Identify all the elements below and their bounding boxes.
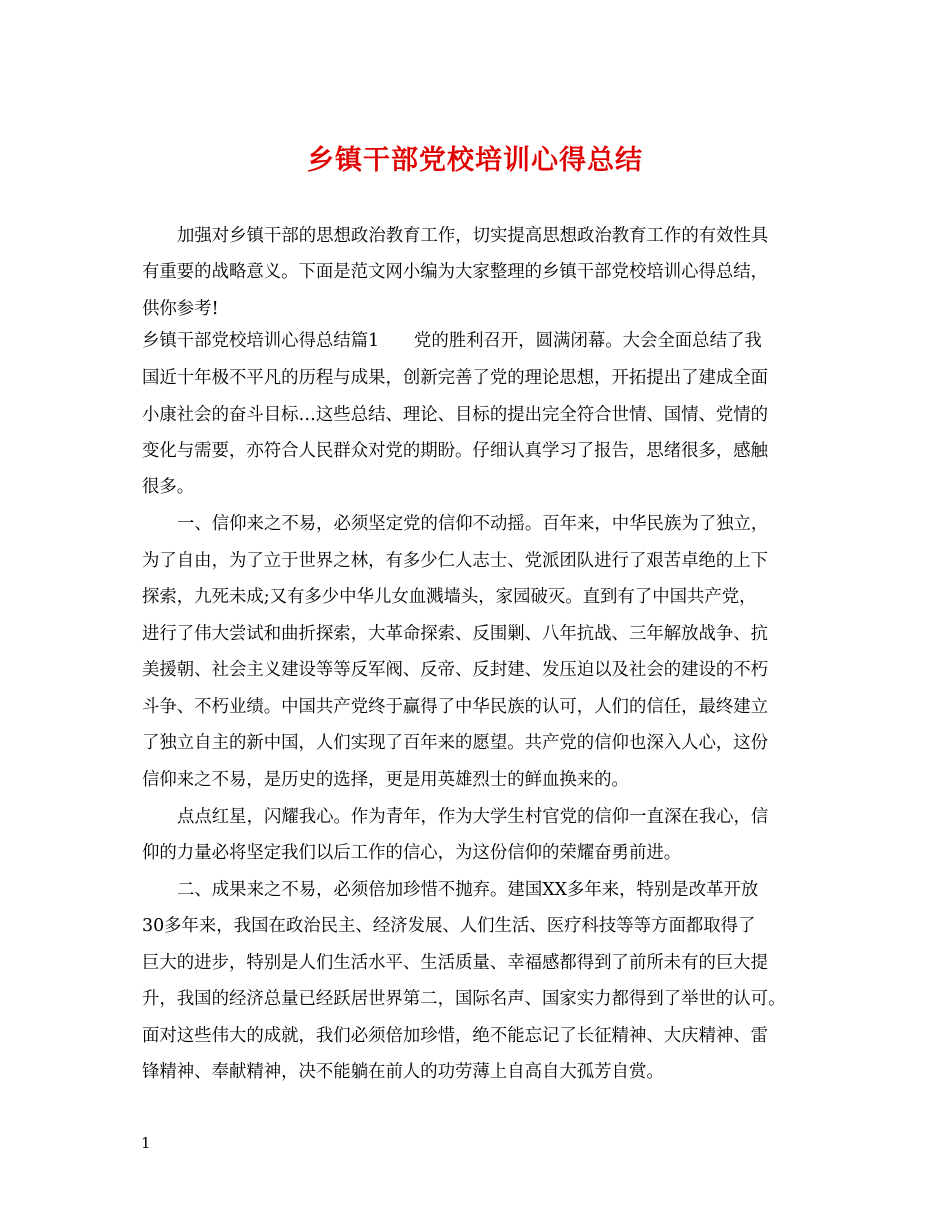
body-line: 供你参考! bbox=[142, 299, 219, 319]
body-line: 一、信仰来之不易，必须坚定党的信仰不动摇。百年来，中华民族为了独立， bbox=[177, 514, 769, 534]
body-line: 锋精神、奉献精神，决不能躺在前人的功劳薄上自高自大孤芳自赏。 bbox=[142, 1062, 664, 1082]
body-line: 乡镇干部党校培训心得总结篇1 党的胜利召开，圆满闭幕。大会全面总结了我 bbox=[142, 331, 762, 351]
body-line: 点点红星，闪耀我心。作为青年，作为大学生村官党的信仰一直深在我心，信 bbox=[177, 807, 769, 827]
body-line: 二、成果来之不易，必须倍加珍惜不抛弃。建国XX多年来，特别是改革开放 bbox=[177, 880, 759, 900]
body-line: 30多年来，我国在政治民主、经济发展、人们生活、医疗科技等等方面都取得了 bbox=[142, 916, 756, 936]
body-line: 国近十年极不平凡的历程与成果，创新完善了党的理论思想，开拓提出了建成全面 bbox=[142, 368, 769, 388]
body-line: 有重要的战略意义。下面是范文网小编为大家整理的乡镇干部党校培训心得总结， bbox=[142, 262, 769, 282]
body-line: 小康社会的奋斗目标…这些总结、理论、目标的提出完全符合世情、国情、党情的 bbox=[142, 405, 769, 425]
body-line: 加强对乡镇干部的思想政治教育工作，切实提高思想政治教育工作的有效性具 bbox=[177, 226, 769, 246]
body-line: 斗争、不朽业绩。中国共产党终于赢得了中华民族的认可，人们的信任，最终建立 bbox=[142, 697, 769, 717]
body-line: 为了自由，为了立于世界之林，有多少仁人志士、党派团队进行了艰苦卓绝的上下 bbox=[142, 551, 769, 571]
document-title: 乡镇干部党校培训心得总结 bbox=[307, 145, 643, 176]
body-line: 很多。 bbox=[142, 477, 195, 497]
body-line: 进行了伟大尝试和曲折探索，大革命探索、反围剿、八年抗战、三年解放战争、抗 bbox=[142, 624, 769, 644]
body-line: 巨大的进步，特别是人们生活水平、生活质量、幸福感都得到了前所未有的巨大提 bbox=[142, 953, 769, 973]
page-number: 1 bbox=[141, 1134, 151, 1152]
body-line: 升，我国的经济总量已经跃居世界第二，国际名声、国家实力都得到了举世的认可。 bbox=[142, 989, 786, 1009]
body-line: 面对这些伟大的成就，我们必须倍加珍惜，绝不能忘记了长征精神、大庆精神、雷 bbox=[142, 1026, 769, 1046]
body-line: 探索，九死未成;又有多少中华儿女血溅墙头，家园破灭。直到有了中国共产党， bbox=[142, 587, 757, 607]
body-line: 了独立自主的新中国，人们实现了百年来的愿望。共产党的信仰也深入人心，这份 bbox=[142, 733, 769, 753]
body-line: 仰的力量必将坚定我们以后工作的信心，为这份信仰的荣耀奋勇前进。 bbox=[142, 843, 682, 863]
body-line: 变化与需要，亦符合人民群众对党的期盼。仔细认真学习了报告，思绪很多，感触 bbox=[142, 441, 769, 461]
body-line: 信仰来之不易，是历史的选择，更是用英雄烈士的鲜血换来的。 bbox=[142, 770, 629, 790]
body-line: 美援朝、社会主义建设等等反军阀、反帝、反封建、发压迫以及社会的建设的不朽 bbox=[142, 660, 769, 680]
